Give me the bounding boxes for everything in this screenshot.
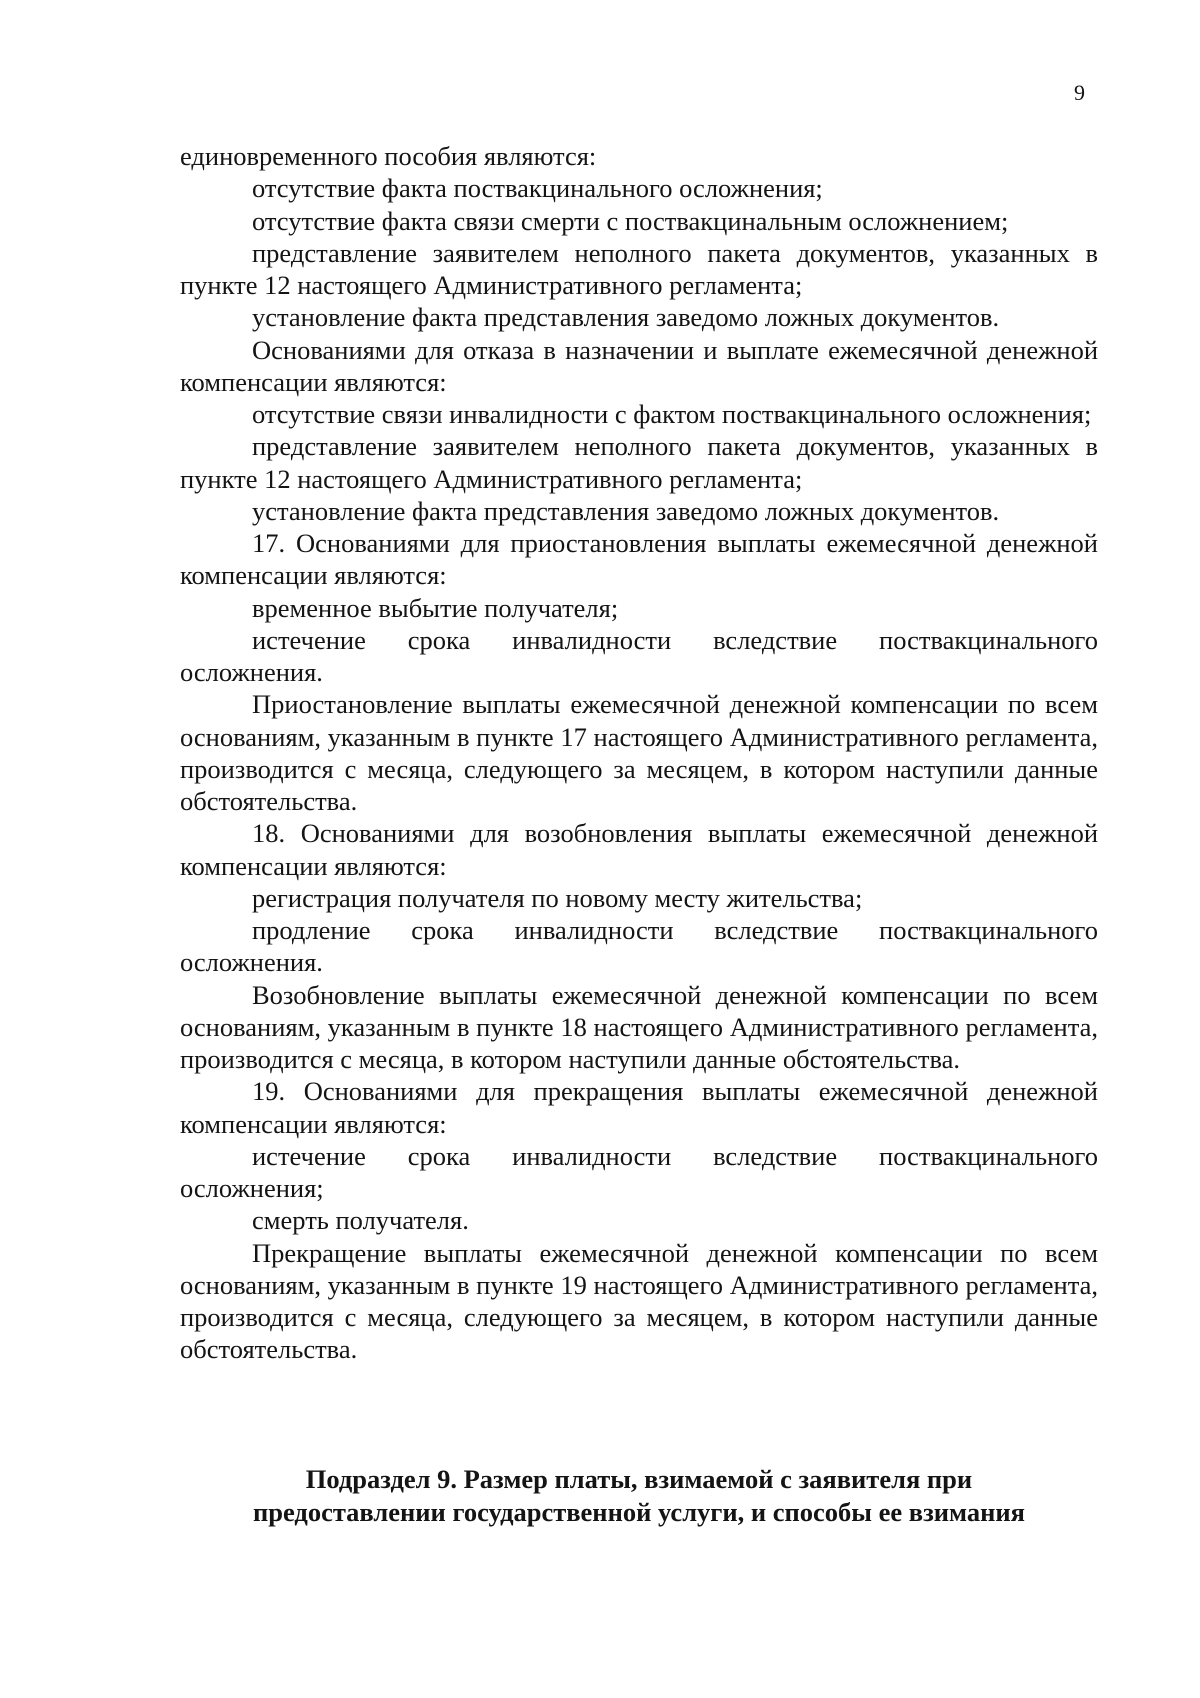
paragraph: 19. Основаниями для прекращения выплаты ежемесячной денежной компенсации являются: — [180, 1076, 1098, 1139]
document-body — [180, 140, 1098, 1366]
paragraph: представление заявителем неполного пакета документов, указанных в пункте 12 настоящего Административного регламента; — [180, 431, 1098, 494]
paragraph: отсутствие факта связи смерти с поствакцинальным осложнением; — [252, 205, 1009, 236]
section-heading-line-1: Подраздел 9. Размер платы, взимаемой с заявителя при — [305, 1464, 973, 1494]
paragraph: продление срока инвалидности вследствие поствакцинального осложнения. — [180, 915, 1098, 978]
paragraph: временное выбытие получателя; — [252, 592, 619, 623]
paragraph: Возобновление выплаты ежемесячной денежной компенсации по всем основаниям, указанным в пункте 18 настоящего Административного регламента, производится с месяца, в котором наступили данные обстоятельства. — [180, 979, 1098, 1074]
paragraph: истечение срока инвалидности вследствие поствакцинального осложнения. — [180, 624, 1098, 687]
paragraph: Основаниями для отказа в назначении и выплате ежемесячной денежной компенсации являются: — [180, 334, 1098, 397]
paragraph: 17. Основаниями для приостановления выплаты ежемесячной денежной компенсации являются: — [180, 528, 1098, 591]
paragraph: установление факта представления заведомо ложных документов. — [252, 495, 1000, 526]
paragraph: отсутствие факта поствакцинального осложнения; — [252, 173, 823, 204]
section-heading-line-2: предоставлении государственной услуги, и способы ее взимания — [253, 1497, 1025, 1527]
page-number: 9 — [1074, 80, 1085, 105]
paragraph: регистрация получателя по новому месту жительства; — [252, 882, 863, 913]
paragraph: единовременного пособия являются: — [180, 141, 597, 171]
paragraph: представление заявителем неполного пакета документов, указанных в пункте 12 настоящего Административного регламента; — [180, 237, 1098, 300]
paragraph: отсутствие связи инвалидности с фактом поствакцинального осложнения; — [252, 399, 1092, 429]
paragraph: 18. Основаниями для возобновления выплаты ежемесячной денежной компенсации являются: — [180, 818, 1098, 881]
paragraph: смерть получателя. — [252, 1205, 469, 1236]
paragraph: истечение срока инвалидности вследствие поствакцинального осложнения; — [180, 1140, 1098, 1203]
paragraph: Приостановление выплаты ежемесячной денежной компенсации по всем основаниям, указанным в пункте 17 настоящего Административного регламента, производится с месяца, следующего за месяцем, в котором наступили данные обстоятельства. — [180, 689, 1098, 816]
paragraph: Прекращение выплаты ежемесячной денежной компенсации по всем основаниям, указанным в пункте 19 настоящего Административного регламента, производится с месяца, следующего за месяцем, в котором наступили данные обстоятельства. — [180, 1237, 1098, 1365]
section-heading — [180, 1463, 1098, 1529]
paragraph: установление факта представления заведомо ложных документов. — [252, 302, 1000, 333]
